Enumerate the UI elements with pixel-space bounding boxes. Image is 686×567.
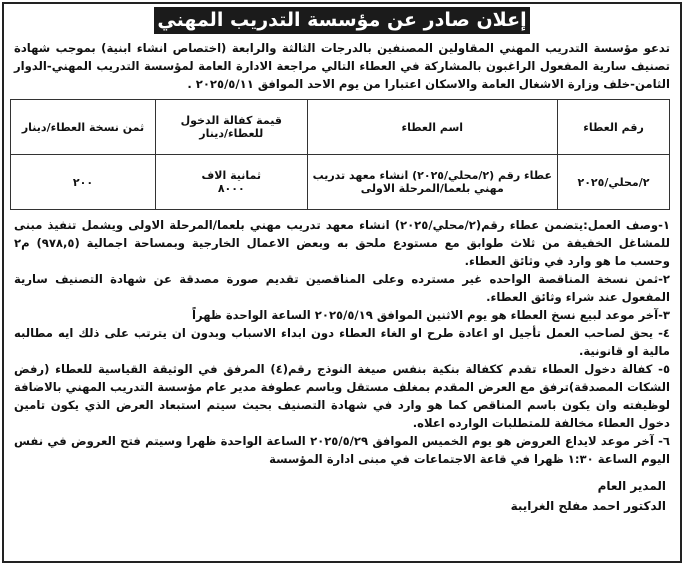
announcement — [2, 2, 682, 563]
table-header-row — [11, 100, 670, 155]
signature-name: الدكتور احمد مفلح الغرايبة — [510, 499, 666, 513]
table-row — [11, 155, 670, 210]
header-tender-number: رقم العطاء — [557, 100, 669, 155]
signature-role: المدير العام — [597, 479, 666, 493]
signature-block — [14, 476, 666, 516]
terms-list — [14, 216, 670, 468]
header-price: ثمن نسخة العطاء/دينار — [11, 100, 156, 155]
intro-paragraph: تدعو مؤسسة التدريب المهني المقاولين المصنفين بالدرجات الثالثة والرابعة (اختصاص انشاء ابنية) بموجب شهادة تصنيف سارية المفعول الراغبون بالمشاركة في العطاء التالي مراجعة الادارة العامة لمؤسسة التدريب المهني-الدوار الثامن-خلف وزارة الاشغال العامة والاسكان اعتبارا من يوم الاحد الموافق ٢٠٢٥/٥/١١ . — [14, 41, 670, 91]
guarantee-number: ٨٠٠٠ — [217, 182, 245, 195]
cell-tender-name: عطاء رقم (٢/محلي/٢٠٢٥) انشاء معهد تدريب مهني بلعما/المرحلة الاولى — [307, 155, 557, 210]
cell-price: ٢٠٠ — [11, 155, 156, 210]
guarantee-words: ثمانية الاف — [201, 169, 262, 182]
term-item: ٣-آخر موعد لبيع نسخ العطاء هو يوم الاثنين الموافق ٢٠٢٥/٥/١٩ الساعة الواحدة ظهراً — [192, 308, 670, 322]
header-tender-name: اسم العطاء — [307, 100, 557, 155]
announcement-title: إعلان صادر عن مؤسسة التدريب المهني — [154, 7, 530, 34]
term-item: ٦- آخر موعد لايداع العروض هو يوم الخميس الموافق ٢٠٢٥/٥/٢٩ الساعة الواحدة ظهرا وسيتم فتح العروض في نفس اليوم الساعة ١:٣٠ ظهرا في قاعة الاجتماعات في مبنى ادارة المؤسسة — [14, 434, 670, 466]
term-item: ١-وصف العمل:يتضمن عطاء رقم(٢/محلي/٢٠٢٥) انشاء معهد تدريب مهني بلعما/المرحلة الاولى ويشمل تنفيذ مبنى للمشاغل الخفيفة من ثلاث طوابق مع مستودع ملحق به وبعض الاعمال الخارجية وبمساحة اجمالية (٩٧٨,٥) م٢ وحسب ما هو وارد في وثائق العطاء. — [14, 218, 670, 268]
term-item: ٤- يحق لصاحب العمل تأجيل او اعادة طرح او الغاء العطاء دون ابداء الاسباب وبدون ان يترتب على ذلك ايه مطالبه مالية او قانونية. — [14, 326, 670, 358]
cell-tender-number: ٢/محلي/٢٠٢٥ — [557, 155, 669, 210]
tender-table — [10, 99, 670, 210]
header-guarantee: قيمة كفالة الدخول للعطاء/دينار — [156, 100, 308, 155]
term-item: ٢-ثمن نسخة المناقصة الواحده غير مسترده وعلى المناقصين تقديم صورة مصدقة عن شهادة التصنيف سارية المفعول عند شراء وثائق العطاء. — [14, 272, 670, 304]
cell-guarantee — [156, 155, 308, 210]
term-item: ٥- كفالة دخول العطاء تقدم ككفالة بنكية بنفس صيغة النوذج رقم(٤) المرفق في الوثيقة القياسية للعطاء (رفض الشكات المصدقة)ترفق مع العرض المقدم بمغلف مستقل وباسم عطوفة مدير عام مؤسسة التدريب المهني بالاضافة لوظيفته وان يكون باسم المناقص كما هو وارد في شهادة التصنيف بحيث سيتم استبعاد العرض الذي يكون تامين دخول العطاء مخالفة للمتطلبات الوارده اعلاه. — [14, 362, 671, 430]
